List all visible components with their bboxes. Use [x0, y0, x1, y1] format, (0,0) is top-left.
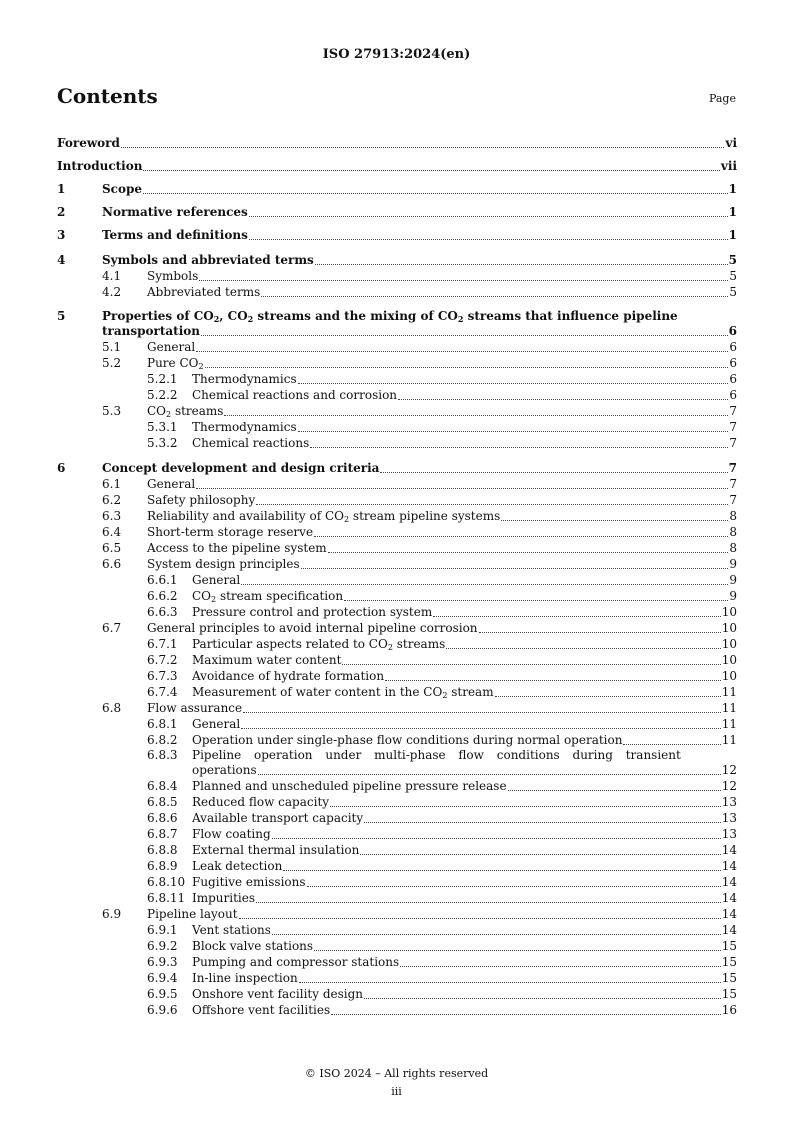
- leader-dots: [380, 472, 727, 473]
- toc-number: 5.2.1: [147, 372, 178, 386]
- toc-page: 10: [721, 669, 737, 683]
- toc-page: 5: [729, 269, 737, 283]
- toc-page: 6: [729, 388, 737, 402]
- toc-number: 5.3.2: [147, 436, 178, 450]
- toc-page: 14: [721, 875, 737, 889]
- leader-dots: [385, 680, 721, 681]
- leader-dots: [256, 902, 721, 903]
- toc-number: 5: [57, 309, 66, 323]
- toc-entry-6-7-2[interactable]: [57, 652, 737, 668]
- toc-title: Flow coating: [192, 827, 271, 841]
- toc-title-line1: Pipeline operation under multi-phase flow conditions during transient: [192, 748, 681, 762]
- toc-entry-6-8-8[interactable]: [57, 842, 737, 858]
- toc-number: 6.8: [102, 701, 122, 715]
- toc-page: 11: [721, 717, 737, 731]
- toc-page: 1: [728, 182, 737, 196]
- toc-entry-6-8[interactable]: [57, 700, 737, 716]
- toc-title: General: [147, 477, 196, 491]
- toc-number: 6.5: [102, 541, 122, 555]
- toc-title: Reduced flow capacity: [192, 795, 330, 809]
- toc-entry-6[interactable]: [57, 451, 737, 476]
- toc-entry-5-2[interactable]: [57, 355, 737, 371]
- toc-number: 6.8.5: [147, 795, 178, 809]
- toc-number: 6.4: [102, 525, 122, 539]
- toc-number: 2: [57, 205, 66, 219]
- toc-title: Introduction: [57, 159, 143, 173]
- toc-number: 6.9.4: [147, 971, 178, 985]
- leader-dots: [364, 998, 721, 999]
- toc-title: Reliability and availability of $CO_2$ stream pipeline systems: [147, 509, 501, 524]
- toc-number: 6.6.1: [147, 573, 178, 587]
- toc-title: Measurement of water content in the $CO_2$ stream: [192, 685, 494, 700]
- toc-entry-6-8-1[interactable]: [57, 716, 737, 732]
- leader-dots: [298, 383, 729, 384]
- toc-page: 15: [721, 987, 737, 1001]
- toc-page: 12: [721, 779, 737, 793]
- leader-dots: [241, 728, 720, 729]
- toc-entry-5-1[interactable]: [57, 339, 737, 355]
- toc-page: 14: [721, 859, 737, 873]
- toc-number: 6.9.3: [147, 955, 178, 969]
- toc-title: General principles to avoid internal pipeline corrosion: [147, 621, 478, 635]
- toc-page: 15: [721, 971, 737, 985]
- toc-page: 9: [729, 589, 737, 603]
- toc-title: Abbreviated terms: [147, 285, 261, 299]
- toc-entry-6-4[interactable]: [57, 524, 737, 540]
- toc-entry-6-6[interactable]: [57, 556, 737, 572]
- toc-page: 11: [721, 733, 737, 747]
- toc-number: 6.9.1: [147, 923, 178, 937]
- leader-dots: [307, 886, 721, 887]
- toc-title: Pure $CO_2$: [147, 356, 204, 371]
- toc-entry-6-8-3[interactable]: [57, 748, 737, 778]
- toc-title: Symbols and abbreviated terms: [102, 253, 314, 267]
- leader-dots: [298, 431, 729, 432]
- toc-title: Access to the pipeline system: [147, 541, 327, 555]
- toc-number: 6.8.1: [147, 717, 178, 731]
- toc-number: 5.1: [102, 340, 122, 354]
- toc-entry-foreword[interactable]: [57, 128, 737, 151]
- toc-entry-5-3[interactable]: [57, 403, 737, 419]
- leader-dots: [249, 239, 728, 240]
- leader-dots: [121, 147, 725, 148]
- toc-entry-3[interactable]: [57, 220, 737, 243]
- toc-page: 10: [721, 621, 737, 635]
- leader-dots: [201, 335, 728, 336]
- table-of-contents: [57, 128, 737, 1018]
- toc-number: 4.2: [102, 285, 122, 299]
- toc-page: 14: [721, 907, 737, 921]
- toc-title: Leak detection: [192, 859, 283, 873]
- toc-entry-6-8-2[interactable]: [57, 732, 737, 748]
- toc-entry-6-7-1[interactable]: [57, 636, 737, 652]
- toc-page: 7: [728, 461, 737, 475]
- toc-page: 14: [721, 843, 737, 857]
- leader-dots: [315, 264, 728, 265]
- toc-page: vii: [720, 159, 737, 173]
- toc-number: 6.6: [102, 557, 122, 571]
- toc-title-line2: operations: [192, 763, 257, 777]
- toc-number: 6: [57, 461, 66, 475]
- toc-title: Safety philosophy: [147, 493, 256, 507]
- toc-number: 5.3.1: [147, 420, 178, 434]
- toc-entry-6-7[interactable]: [57, 620, 737, 636]
- toc-page: 5: [729, 285, 737, 299]
- toc-number: 6.2: [102, 493, 122, 507]
- leader-dots: [256, 504, 728, 505]
- toc-title: Available transport capacity: [192, 811, 364, 825]
- toc-entry-6-9-3[interactable]: [57, 954, 737, 970]
- toc-entry-6-5[interactable]: [57, 540, 737, 556]
- toc-page: 12: [721, 763, 737, 777]
- leader-dots: [301, 568, 729, 569]
- toc-title: General: [192, 573, 241, 587]
- toc-page: 7: [729, 420, 737, 434]
- toc-page: 9: [729, 573, 737, 587]
- toc-title: Offshore vent facilities: [192, 1003, 331, 1017]
- toc-entry-6-6-2[interactable]: [57, 588, 737, 604]
- toc-number: 6.8.8: [147, 843, 178, 857]
- leader-dots: [479, 632, 721, 633]
- toc-title: Block valve stations: [192, 939, 314, 953]
- toc-number: 6.8.11: [147, 891, 186, 905]
- toc-title: Chemical reactions: [192, 436, 310, 450]
- leader-dots: [243, 712, 721, 713]
- toc-entry-1[interactable]: [57, 174, 737, 197]
- toc-number: 6.8.7: [147, 827, 178, 841]
- toc-title: Symbols: [147, 269, 199, 283]
- toc-page: 8: [729, 525, 737, 539]
- toc-title: Thermodynamics: [192, 372, 297, 386]
- leader-dots: [261, 296, 728, 297]
- leader-dots: [239, 918, 721, 919]
- toc-entry-6-7-3[interactable]: [57, 668, 737, 684]
- toc-page: 16: [721, 1003, 737, 1017]
- toc-number: 6.7.3: [147, 669, 178, 683]
- toc-title: $CO_2$ stream specification: [192, 589, 344, 604]
- toc-title: Chemical reactions and corrosion: [192, 388, 398, 402]
- toc-page: 10: [721, 653, 737, 667]
- toc-number: 6.8.9: [147, 859, 178, 873]
- toc-entry-6-8-7[interactable]: [57, 826, 737, 842]
- leader-dots: [199, 280, 728, 281]
- leader-dots: [283, 870, 720, 871]
- toc-page: 14: [721, 891, 737, 905]
- leader-dots: [330, 806, 721, 807]
- toc-page: 7: [729, 404, 737, 418]
- toc-title: Concept development and design criteria: [102, 461, 380, 475]
- toc-title: Particular aspects related to $CO_2$ streams: [192, 637, 446, 652]
- toc-page: 9: [729, 557, 737, 571]
- toc-title-line2: transportation: [102, 324, 200, 338]
- toc-page: 10: [721, 605, 737, 619]
- leader-dots: [446, 648, 720, 649]
- toc-page: 7: [729, 436, 737, 450]
- toc-entry-6-9-1[interactable]: [57, 922, 737, 938]
- toc-number: 5.2: [102, 356, 122, 370]
- toc-title: Flow assurance: [147, 701, 243, 715]
- toc-title: $CO_2$ streams: [147, 404, 224, 419]
- toc-title: Short-term storage reserve: [147, 525, 314, 539]
- leader-dots: [342, 664, 720, 665]
- toc-entry-6-8-11[interactable]: [57, 890, 737, 906]
- toc-page: 8: [729, 509, 737, 523]
- toc-page: 7: [729, 477, 737, 491]
- toc-entry-2[interactable]: [57, 197, 737, 220]
- leader-dots: [433, 616, 721, 617]
- leader-dots: [398, 399, 728, 400]
- toc-number: 6.9.2: [147, 939, 178, 953]
- leader-dots: [310, 447, 728, 448]
- toc-title: Thermodynamics: [192, 420, 297, 434]
- toc-number: 6.7.2: [147, 653, 178, 667]
- toc-entry-5[interactable]: [57, 309, 737, 339]
- toc-entry-6-9-4[interactable]: [57, 970, 737, 986]
- toc-entry-5-3-2[interactable]: [57, 435, 737, 451]
- toc-number: 6.7: [102, 621, 122, 635]
- leader-dots: [495, 696, 721, 697]
- toc-number: 6.9.5: [147, 987, 178, 1001]
- toc-title: System design principles: [147, 557, 300, 571]
- toc-title: Maximum water content: [192, 653, 342, 667]
- leader-dots: [508, 790, 721, 791]
- toc-page: 13: [721, 795, 737, 809]
- leader-dots: [364, 822, 721, 823]
- toc-number: 6.9: [102, 907, 122, 921]
- toc-title: Operation under single-phase flow conditions during normal operation: [192, 733, 623, 747]
- toc-page: 1: [728, 205, 737, 219]
- toc-title: External thermal insulation: [192, 843, 360, 857]
- leader-dots: [272, 838, 721, 839]
- toc-number: 6.8.10: [147, 875, 186, 889]
- toc-page: 1: [728, 228, 737, 242]
- leader-dots: [272, 934, 721, 935]
- leader-dots: [143, 193, 728, 194]
- toc-entry-5-3-1[interactable]: [57, 419, 737, 435]
- leader-dots: [196, 488, 728, 489]
- toc-page: vi: [725, 136, 737, 150]
- footer-copyright: © ISO 2024 – All rights reserved: [304, 1067, 489, 1080]
- toc-number: 4: [57, 253, 66, 267]
- toc-entry-4[interactable]: [57, 243, 737, 268]
- toc-entry-6-8-5[interactable]: [57, 794, 737, 810]
- toc-entry-6-3[interactable]: [57, 508, 737, 524]
- toc-title: Avoidance of hydrate formation: [192, 669, 385, 683]
- leader-dots: [241, 584, 728, 585]
- contents-heading: Contents: [57, 84, 158, 108]
- toc-number: 6.8.2: [147, 733, 178, 747]
- toc-page: 7: [729, 493, 737, 507]
- toc-entry-introduction[interactable]: [57, 151, 737, 174]
- leader-dots: [328, 552, 729, 553]
- toc-page: 15: [721, 955, 737, 969]
- toc-title: Pressure control and protection system: [192, 605, 433, 619]
- toc-entry-6-6-3[interactable]: [57, 604, 737, 620]
- leader-dots: [314, 950, 721, 951]
- leader-dots: [360, 854, 720, 855]
- toc-number: 6.7.1: [147, 637, 178, 651]
- toc-page: 6: [729, 340, 737, 354]
- toc-number: 6.6.3: [147, 605, 178, 619]
- leader-dots: [623, 744, 720, 745]
- toc-entry-6-6-1[interactable]: [57, 572, 737, 588]
- toc-title: Terms and definitions: [102, 228, 248, 242]
- toc-page: 15: [721, 939, 737, 953]
- leader-dots: [258, 774, 721, 775]
- toc-page: 11: [721, 685, 737, 699]
- toc-title: Scope: [102, 182, 143, 196]
- toc-entry-6-8-6[interactable]: [57, 810, 737, 826]
- toc-entry-6-7-4[interactable]: [57, 684, 737, 700]
- toc-title: General: [192, 717, 241, 731]
- toc-entry-6-9-6[interactable]: [57, 1002, 737, 1018]
- toc-number: 6.9.6: [147, 1003, 178, 1017]
- toc-entry-6-9-5[interactable]: [57, 986, 737, 1002]
- toc-entry-6-8-4[interactable]: [57, 778, 737, 794]
- toc-entry-6-2[interactable]: [57, 492, 737, 508]
- leader-dots: [224, 415, 728, 416]
- leader-dots: [400, 966, 721, 967]
- toc-page: 13: [721, 811, 737, 825]
- leader-dots: [196, 351, 728, 352]
- toc-title: Pumping and compressor stations: [192, 955, 400, 969]
- toc-page: 14: [721, 923, 737, 937]
- toc-number: 6.8.3: [147, 748, 178, 762]
- toc-title: General: [147, 340, 196, 354]
- toc-entry-6-9[interactable]: [57, 906, 737, 922]
- toc-number: 6.6.2: [147, 589, 178, 603]
- page-column-label: Page: [708, 92, 736, 105]
- toc-number: 6.8.6: [147, 811, 178, 825]
- toc-page: 8: [729, 541, 737, 555]
- toc-page: 6: [728, 324, 737, 338]
- toc-number: 6.7.4: [147, 685, 178, 699]
- toc-number: 5.3: [102, 404, 122, 418]
- toc-title: Onshore vent facility design: [192, 987, 364, 1001]
- toc-entry-4-2[interactable]: [57, 284, 737, 300]
- toc-title: In-line inspection: [192, 971, 298, 985]
- toc-number: 3: [57, 228, 66, 242]
- toc-title: Planned and unscheduled pipeline pressure release: [192, 779, 507, 793]
- toc-page: 13: [721, 827, 737, 841]
- toc-title: Normative references: [102, 205, 248, 219]
- toc-page: 11: [721, 701, 737, 715]
- toc-page: 6: [729, 372, 737, 386]
- toc-title: Foreword: [57, 136, 120, 150]
- toc-number: 6.8.4: [147, 779, 178, 793]
- toc-page: 5: [728, 253, 737, 267]
- toc-entry-4-1[interactable]: [57, 268, 737, 284]
- toc-page: 6: [729, 356, 737, 370]
- leader-dots: [143, 170, 719, 171]
- toc-entry-6-9-2[interactable]: [57, 938, 737, 954]
- document-id: ISO 27913:2024(en): [322, 47, 471, 62]
- toc-title: Pipeline layout: [147, 907, 238, 921]
- toc-number: 4.1: [102, 269, 122, 283]
- leader-dots: [205, 367, 729, 368]
- toc-page: 10: [721, 637, 737, 651]
- leader-dots: [249, 216, 728, 217]
- leader-dots: [501, 520, 728, 521]
- toc-number: 1: [57, 182, 66, 196]
- leader-dots: [299, 982, 721, 983]
- toc-entry-6-8-9[interactable]: [57, 858, 737, 874]
- toc-entry-5-2-1[interactable]: [57, 371, 737, 387]
- toc-title: Impurities: [192, 891, 256, 905]
- toc-number: 6.3: [102, 509, 122, 523]
- toc-title: Fugitive emissions: [192, 875, 306, 889]
- leader-dots: [331, 1014, 721, 1015]
- toc-title-line1: Properties of $CO_2$, $CO_2$ streams and the mixing of $CO_2$ streams that influence pipeline: [102, 309, 678, 324]
- toc-number: 5.2.2: [147, 388, 178, 402]
- footer-page-number: iii: [391, 1085, 402, 1098]
- leader-dots: [344, 600, 728, 601]
- toc-entry-6-8-10[interactable]: [57, 874, 737, 890]
- leader-dots: [314, 536, 728, 537]
- toc-number: 6.1: [102, 477, 122, 491]
- toc-entry-6-1[interactable]: [57, 476, 737, 492]
- toc-title: Vent stations: [192, 923, 271, 937]
- toc-entry-5-2-2[interactable]: [57, 387, 737, 403]
